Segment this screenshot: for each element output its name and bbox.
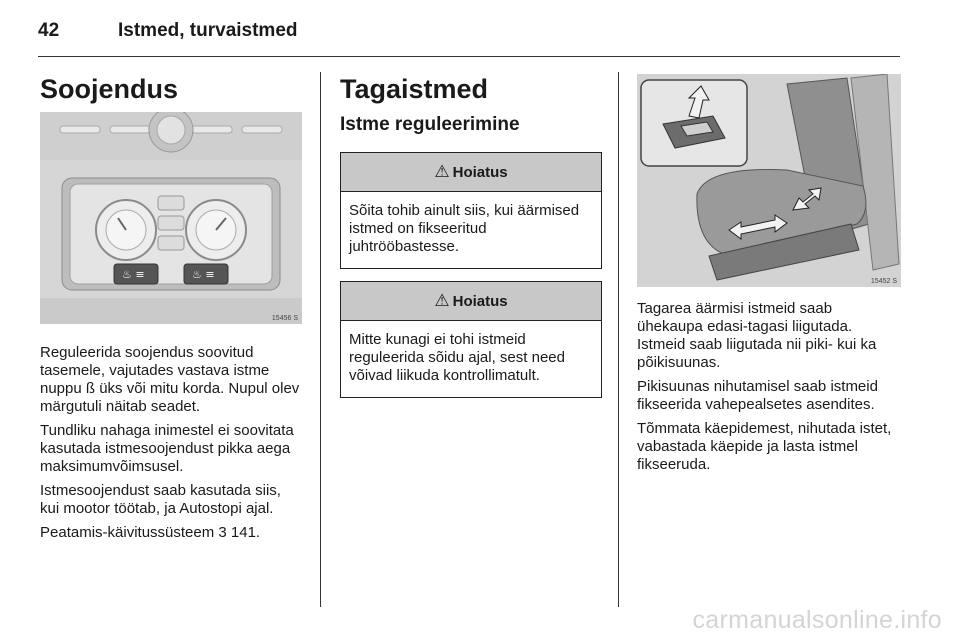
subsection-title: Istme reguleerimine: [340, 114, 520, 135]
column-seat-adjust: [637, 72, 901, 480]
page-header: [38, 18, 900, 60]
column-heating: [40, 72, 302, 548]
paragraph: Reguleerida soojendus soovitud tasemele, vajutades vastava istme nuppu ß üks või mitu korda. Nupul olev märgutuli näitab seadet.: [40, 344, 300, 415]
warning-header: [341, 282, 601, 321]
paragraph: Peatamis-käivitussüsteem 3 141.: [40, 524, 261, 541]
column-divider: [320, 72, 321, 607]
warning-box: [340, 152, 602, 269]
heating-text: [40, 344, 302, 542]
warning-text: Sõita tohib ainult siis, kui äärmised istmed on fikseeritud juhtrööbastesse.: [349, 202, 580, 255]
warning-triangle-icon: ⚠: [434, 162, 450, 181]
warning-title: Hoiatus: [452, 292, 508, 310]
rear-seat-drawing: [637, 74, 901, 287]
rear-seat-adjustment-illustration: [637, 74, 901, 287]
paragraph: Tundliku nahaga inimestel ei soovitata kasutada istmesoojendust pikka aega maksimumvõimsusel.: [40, 422, 294, 475]
seat-adjust-text: [637, 300, 901, 474]
chapter-title: Istmed, turvaistmed: [118, 20, 298, 41]
warning-text: Mitte kunagi ei tohi istmeid reguleerida sõidu ajal, sest need võivad liikuda kontrollimatult.: [349, 331, 565, 384]
column-rear-seats: [340, 72, 602, 398]
warning-triangle-icon: ⚠: [434, 291, 450, 310]
paragraph: Tõmmata käepidemest, nihutada istet, vabastada käepide ja lasta istmel fikseeruda.: [637, 420, 892, 473]
warning-title: Hoiatus: [452, 163, 508, 181]
svg-text:♨ ≡: ♨ ≡: [192, 268, 215, 281]
climate-panel-drawing: [40, 112, 302, 324]
page-number: 42: [38, 20, 60, 41]
paragraph: Istmesoojendust saab kasutada siis, kui mootor töötab, ja Autostopi ajal.: [40, 482, 281, 517]
warning-header: [341, 153, 601, 192]
paragraph: Pikisuunas nihutamisel saab istmeid fikseerida vahepealsetes asendites.: [637, 378, 878, 413]
paragraph: Tagarea äärmisi istmeid saab ühekaupa edasi-tagasi liigutada. Istmeid saab liigutada nii piki- kui ka põikisuunas.: [637, 300, 877, 371]
watermark: carmanualsonline.info: [692, 606, 942, 634]
section-title-rear-seats: Tagaistmed: [340, 74, 489, 104]
figure-id: 15456 S: [271, 315, 298, 322]
climate-control-panel-illustration: [40, 112, 302, 324]
column-divider: [618, 72, 619, 607]
figure-id: 15452 S: [870, 278, 897, 285]
header-divider: [38, 56, 900, 57]
warning-box: [340, 281, 602, 398]
svg-text:♨ ≡: ♨ ≡: [122, 268, 145, 281]
section-title-heating: Soojendus: [40, 74, 179, 104]
